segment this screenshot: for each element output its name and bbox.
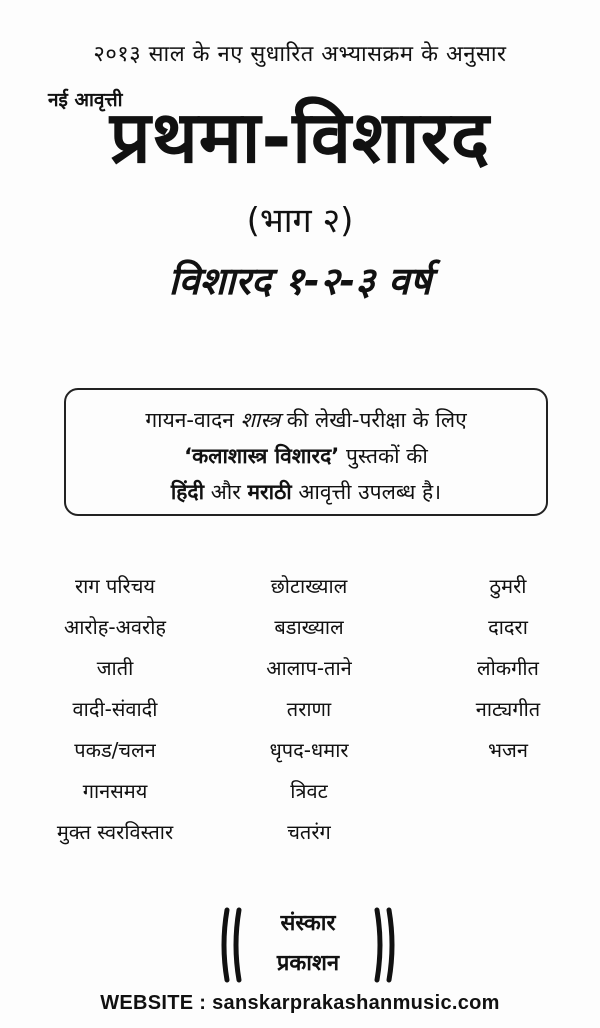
notice-line-3-bold-1: हिंदी [170,480,205,504]
notice-line-3 [66,474,546,510]
topic-item: लोकगीत [477,656,539,680]
notice-line-3-end: आवृत्ती उपलब्ध है। [298,480,442,504]
publisher-name [246,904,370,984]
topic-item: मुक्त स्वरविस्तार [56,820,174,844]
topic-item: वादी-संवादी [72,697,158,721]
notice-line-3-mid: और [210,480,241,504]
topic-item: ठुमरी [489,574,527,598]
topic-item: जाती [96,656,134,680]
topics-column-2 [214,566,404,853]
notice-line-1 [66,402,546,438]
double-bar-right-icon [370,906,398,984]
topic-item: नाट्यगीत [475,697,541,721]
topic-item: भजन [488,738,528,762]
topic-item: आलाप-ताने [266,656,352,680]
notice-line-1-end: की लेखी-परीक्षा के लिए [286,408,467,432]
topic-item: चतरंग [287,820,331,844]
notice-line-2-bold: ‘कलाशास्त्र विशारद’ [184,444,340,468]
notice-line-1-italic: शास्त्र [240,408,281,432]
topic-item: गानसमय [82,779,148,803]
topic-item: दादरा [488,615,528,639]
notice-box [64,388,548,516]
edition-label: नई आवृत्ती [48,89,123,111]
topics-list [0,566,600,856]
topic-item: त्रिवट [290,779,328,803]
topic-item: तराणा [286,697,332,721]
notice-line-3-bold-2: मराठी [247,480,292,504]
publisher-name-line-2: प्रकाशन [276,951,340,976]
topic-item: धृपद-धमार [269,738,349,762]
website-text: WEBSITE : sanskarprakashanmusic.com [100,992,500,1014]
topics-column-1 [20,566,210,853]
publisher-name-line-1: संस्कार [280,911,336,936]
years-label: विशारद १-२-३ वर्ष [168,259,432,303]
notice-line-2-end: पुस्तकों की [345,444,428,468]
notice-line-1-start: गायन-वादन [145,408,234,432]
topics-column-3 [418,566,598,771]
book-title: प्रथमा-विशारद [109,95,491,179]
publisher-logo [0,904,600,990]
topic-item: बडाख्याल [274,615,344,639]
double-bar-left-icon [218,906,246,984]
topic-item: पकड/चलन [74,738,156,762]
syllabus-line: २०१३ साल के नए सुधारित अभ्यासक्रम के अनुसार [93,42,507,67]
topic-item: राग परिचय [75,574,155,598]
topic-item: छोटाख्याल [270,574,348,598]
notice-line-2 [66,438,546,474]
part-label: (भाग २) [246,201,354,241]
topic-item: आरोह-अवरोह [63,615,167,639]
